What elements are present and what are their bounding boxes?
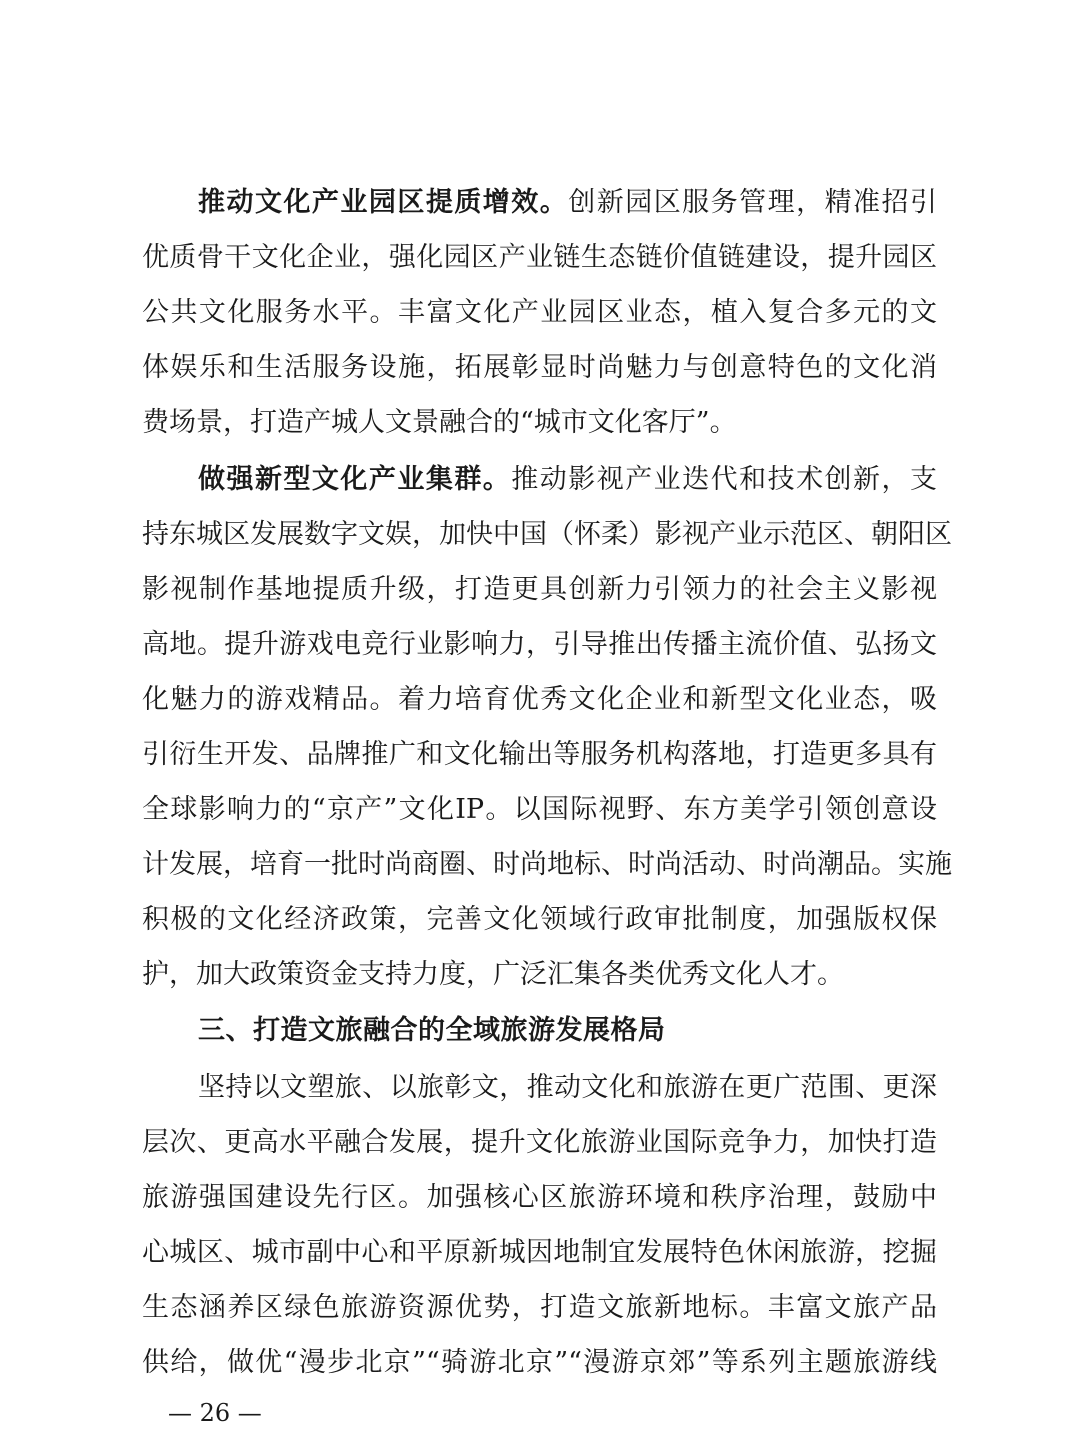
- paragraph-1-line-2: 优质骨干文化企业，强化园区产业链生态链价值链建设，提升园区: [142, 242, 937, 273]
- section-heading: 三、打造文旅融合的全域旅游发展格局: [198, 1015, 666, 1046]
- paragraph-2-line-6: 引衍生开发、品牌推广和文化输出等服务机构落地，打造更多具有: [142, 739, 937, 770]
- section-paragraph-line-1: 坚持以文塑旅、以旅彰文，推动文化和旅游在更广范围、更深: [198, 1072, 937, 1103]
- paragraph-1-line-5: 费场景，打造产城人文景融合的“城市文化客厅”。: [142, 407, 737, 438]
- paragraph-2-line-9: 积极的文化经济政策，完善文化领域行政审批制度，加强版权保: [142, 904, 937, 935]
- paragraph-2-line-8: 计发展，培育一批时尚商圈、时尚地标、时尚活动、时尚潮品。实施: [142, 849, 952, 880]
- page-number: — 26 —: [168, 1399, 262, 1427]
- section-paragraph-line-5: 生态涵养区绿色旅游资源优势，打造文旅新地标。丰富文旅产品: [142, 1292, 937, 1323]
- paragraph-2-line-2: 持东城区发展数字文娱，加快中国（怀柔）影视产业示范区、朝阳区: [142, 519, 952, 550]
- paragraph-2-line-1: 做强新型文化产业集群。推动影视产业迭代和技术创新，支: [198, 464, 938, 495]
- paragraph-1-line-3: 公共文化服务水平。丰富文化产业园区业态，植入复合多元的文: [142, 297, 937, 328]
- paragraph-1-line-4: 体娱乐和生活服务设施，拓展彰显时尚魅力与创意特色的文化消: [142, 352, 937, 383]
- section-paragraph-line-4: 心城区、城市副中心和平原新城因地制宜发展特色休闲旅游，挖掘: [142, 1237, 937, 1268]
- section-paragraph-line-3: 旅游强国建设先行区。加强核心区旅游环境和秩序治理，鼓励中: [142, 1182, 937, 1213]
- paragraph-2-line-4: 高地。提升游戏电竞行业影响力，引导推出传播主流价值、弘扬文: [142, 629, 937, 660]
- paragraph-1-lead: 推动文化产业园区提质增效。: [198, 187, 569, 218]
- paragraph-2-line-3: 影视制作基地提质升级，打造更具创新力引领力的社会主义影视: [142, 574, 937, 605]
- paragraph-2-line-10: 护，加大政策资金支持力度，广泛汇集各类优秀文化人才。: [142, 959, 844, 990]
- paragraph-2-line-7: 全球影响力的“京产”文化IP。以国际视野、东方美学引领创意设: [142, 794, 937, 825]
- paragraph-1-line-1: 推动文化产业园区提质增效。创新园区服务管理，精准招引: [198, 187, 938, 218]
- section-paragraph-line-6: 供给，做优“漫步北京”“骑游北京”“漫游京郊”等系列主题旅游线: [142, 1347, 937, 1378]
- paragraph-2-lead: 做强新型文化产业集群。: [198, 464, 512, 495]
- section-paragraph-line-2: 层次、更高水平融合发展，提升文化旅游业国际竞争力，加快打造: [142, 1127, 937, 1158]
- paragraph-2-line-5: 化魅力的游戏精品。着力培育优秀文化企业和新型文化业态，吸: [142, 684, 937, 715]
